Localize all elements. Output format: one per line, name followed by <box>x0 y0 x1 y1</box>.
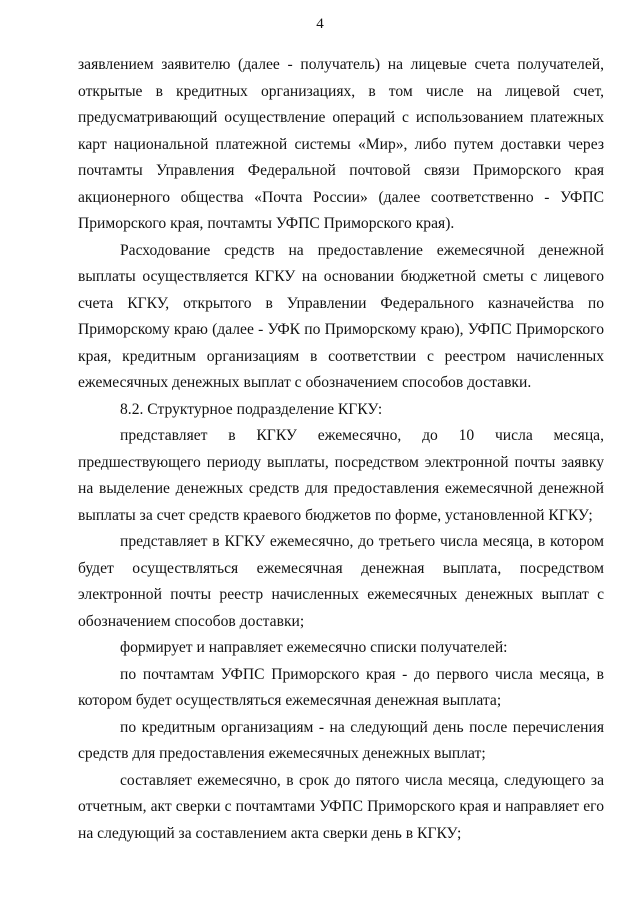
paragraph: представляет в КГКУ ежемесячно, до 10 числа месяца, предшествующего периоду выплаты, посредством электронной почты заявку на выделение денежных средств для предоставления ежемесячной денежной выплаты за счет средств краевого бюджетов по форме, установленной КГКУ; <box>78 427 604 524</box>
section-heading: 8.2. Структурное подразделение КГКУ: <box>120 400 383 418</box>
paragraph: составляет ежемесячно, в срок до пятого числа месяца, следующего за отчетным, акт сверки с почтамтами УФПС Приморского края и направляет его на следующий за составлением акта сверки день в КГКУ; <box>78 771 604 842</box>
paragraph: Расходование средств на предоставление ежемесячной денежной выплаты осуществляется КГКУ на основании бюджетной сметы с лицевого счета КГКУ, открытого в Управлении Федерального казначейства по Приморскому краю (далее - УФК по Приморскому краю), УФПС Приморского края, кредитным организациям в соответствии с реестром начисленных ежемесячных денежных выплат с обозначением способов доставки. <box>78 241 604 391</box>
paragraph: по почтамтам УФПС Приморского края - до первого числа месяца, в котором будет осуществляться ежемесячная денежная выплата; <box>78 665 604 709</box>
document-body <box>78 52 604 847</box>
paragraph: представляет в КГКУ ежемесячно, до третьего числа месяца, в котором будет осуществляться ежемесячная денежная выплата, посредством электронной почты реестр начисленных ежемесячных денежных выплат с обозначением способов доставки; <box>78 533 604 630</box>
paragraph: формирует и направляет ежемесячно списки получателей: <box>120 639 508 656</box>
paragraph: заявлением заявителю (далее - получатель) на лицевые счета получателей, открытые в кредитных организациях, в том числе на лицевой счет, предусматривающий осуществление операций с использованием платежных карт национальной платежной системы «Мир», либо путем доставки через почтамты Управления Федеральной почтовой связи Приморского края акционерного общества «Почта России» (далее соответственно - УФПС Приморского края, почтамты УФПС Приморского края). <box>78 56 604 232</box>
page-number: 4 <box>316 16 324 32</box>
paragraph: по кредитным организациям - на следующий день после перечисления средств для предоставления ежемесячных денежных выплат; <box>78 718 604 762</box>
